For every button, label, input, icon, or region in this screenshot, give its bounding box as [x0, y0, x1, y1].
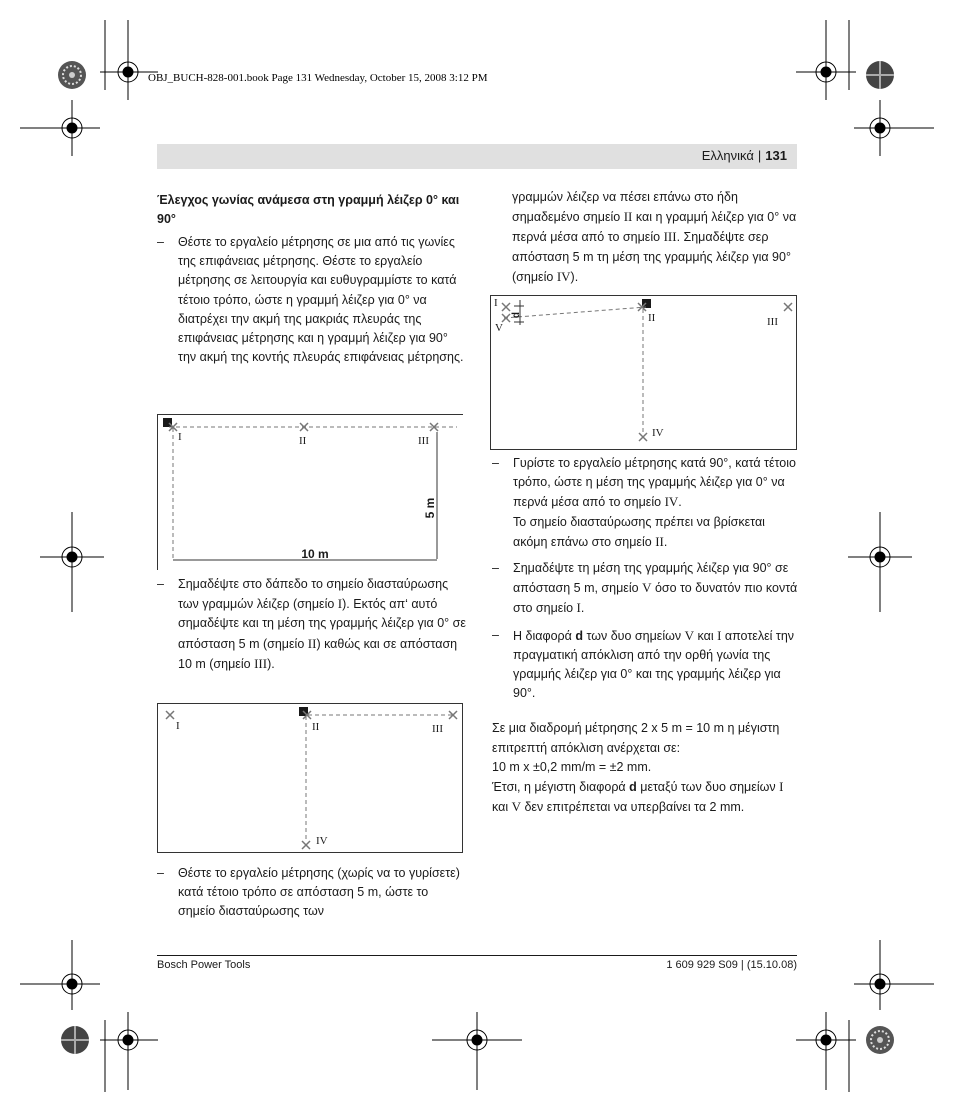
fig1-dim-5m: 5 m [423, 497, 437, 519]
footer-brand: Bosch Power Tools [157, 959, 251, 971]
bullet-6-text-e: αποτελεί την πραγματική απόκλιση από την ορθή γωνία της γραμμής λέιζερ για 0° και της γραμμής λέιζερ για 90°. [513, 628, 795, 701]
fig2-label-i: I [176, 720, 180, 732]
figure-1-diagram [157, 414, 467, 570]
fig2-mark-i [166, 711, 174, 719]
bullet-4-point-ii: II [655, 533, 664, 549]
tolerance-point-v: V [511, 799, 521, 815]
bullet-dash: – [157, 577, 164, 591]
bullet-4 [492, 454, 800, 552]
left-column-top [157, 191, 467, 367]
fig3-label-iii: III [767, 316, 778, 328]
bullet-4-text-a: Γυρίστε το εργαλείο μέτρησης κατά 90°, κατά τέτοιο τρόπο, ώστε η μέση της γραμμής λέιζερ για 0° να περνά μέσα από το σημείο [513, 456, 796, 510]
bullet-6-text-c: και [694, 628, 718, 643]
header-language: Ελληνικά [701, 148, 754, 163]
bullet-2-text-b: ). Εκτός απ‘ αυτό σημαδέψτε και τη μέση της γραμμής λέιζερ για 0° σε απόσταση 5 m (σημείο [178, 597, 466, 651]
bullet-5 [492, 559, 800, 619]
bullet-5-point-v: V [642, 580, 652, 596]
bullet-4-text-d: . [663, 534, 668, 549]
tolerance-symbol-d: d [629, 780, 637, 795]
color-wheel-top-right [866, 61, 894, 89]
fig3-mark-v [502, 314, 510, 322]
bullet-2-text-c: ) καθώς και σε απόσταση 10 m (σημείο [178, 636, 458, 671]
bullet-dash: – [492, 627, 499, 642]
tolerance-text-1: Σε μια διαδρομή μέτρησης 2 x 5 m = 10 m η μέγιστη επιτρεπτή απόκλιση ανέρχεται σε: [492, 721, 780, 755]
cont-text-c: . Σημαδέψτε σερ απόσταση 5 m τη μέση της γραμμής λέιζερ για 90° (σημείο [512, 230, 791, 284]
figure-3 [490, 295, 797, 450]
bullet-4-point-iv: IV [664, 494, 679, 510]
footer-doc-number: 1 609 929 S09 | (15.10.08) [666, 959, 797, 971]
cont-text-d: ). [570, 269, 579, 284]
registration-target-bottom-left [100, 1012, 158, 1090]
registration-target-bottom-right [796, 1012, 856, 1090]
bullet-4-text-c: Το σημείο διασταύρωσης πρέπει να βρίσκεται ακόμη επάνω στο σημείο [513, 514, 765, 549]
tolerance-text-3e: δεν επιτρέπεται να υπερβαίνει τα 2 mm. [520, 800, 745, 815]
bullet-3 [157, 864, 467, 922]
bullet-dash: – [157, 866, 164, 880]
header-separator: | [757, 148, 762, 163]
bullet-6-text-a: Η διαφορά [513, 628, 576, 643]
page-header-bar [157, 144, 797, 169]
cont-text-b: και η γραμμή λέιζερ για 0° να περνά μέσα από το σημείο [512, 210, 797, 245]
bullet-4-text-b: . [678, 495, 682, 510]
bullet-6-symbol-d: d [575, 628, 583, 643]
fig1-label-ii: II [299, 435, 307, 447]
right-column-top [492, 188, 800, 287]
tolerance-text-3c: και [492, 800, 512, 815]
page-header [702, 148, 787, 163]
bullet-5-text-c: . [580, 601, 585, 616]
bullet-5-text-b: όσο το δυνατόν πιο κοντά στο σημείο [513, 581, 798, 616]
tolerance-point-i: I [779, 779, 784, 795]
bullet-dash: – [157, 235, 164, 249]
registration-target-left-lower [20, 940, 100, 1010]
bullet-dash: – [492, 561, 499, 576]
bullet-3-continued [492, 188, 800, 287]
cont-text-a: γραμμών λέιζερ να πέσει επάνω στο ήδη σημαδεμένο σημείο [512, 190, 738, 225]
fig2-label-ii: II [312, 721, 320, 733]
fig1-label-i: I [178, 431, 182, 443]
figure-2-diagram [157, 703, 463, 853]
left-column-bottom [157, 864, 467, 922]
print-info-line: OBJ_BUCH-828-001.book Page 131 Wednesday, October 15, 2008 3:12 PM [148, 72, 488, 84]
registration-target-top-right [796, 20, 856, 100]
tolerance-text-3a: Έτσι, η μέγιστη διαφορά [492, 780, 630, 795]
bullet-1 [157, 233, 467, 367]
registration-target-left-upper [20, 100, 100, 156]
bullet-2-point-ii: II [307, 635, 317, 651]
fig2-label-iii: III [432, 723, 443, 735]
right-column-bottom [492, 454, 800, 817]
cont-point-ii: II [623, 209, 633, 225]
fig2-label-iv: IV [316, 835, 328, 847]
footer-rule [157, 955, 797, 956]
fig3-mark-i [502, 303, 510, 311]
fig2-frame [158, 704, 463, 853]
figure-1 [157, 414, 467, 570]
cont-point-iii: III [663, 229, 677, 245]
fig3-laser-line-0 [504, 307, 646, 318]
fig3-label-ii: II [648, 312, 656, 324]
bullet-2 [157, 575, 467, 674]
bullet-2-point-i: I [337, 596, 343, 612]
section-heading: Έλεγχος γωνίας ανάμεσα στη γραμμή λέιζερ 0° και 90° [157, 193, 460, 226]
fig3-label-d: d [511, 311, 522, 319]
tolerance-text-2: 10 m x ±0,2 mm/m = ±2 mm. [492, 759, 652, 774]
fig3-label-iv: IV [652, 427, 664, 439]
tolerance-paragraph [492, 719, 800, 817]
registration-target-left-middle [40, 512, 104, 612]
bullet-dash: – [492, 456, 499, 470]
registration-target-right-lower [854, 940, 934, 1010]
fig3-label-v: V [495, 322, 503, 334]
color-wheel-bottom-left [61, 1026, 89, 1054]
registration-target-bottom-center [432, 1012, 522, 1090]
bullet-3-text: Θέστε το εργαλείο μέτρησης (χωρίς να το γυρίσετε) κατά τέτοιο τρόπο σε απόσταση 5 m, ώστε το σημείο διασταύρωσης των [178, 866, 460, 919]
bullet-5-point-i: I [576, 600, 581, 616]
color-wheel-top-left [58, 61, 86, 89]
bullet-1-text: Θέστε το εργαλείο μέτρησης σε μια από τις γωνίες της επιφάνειας μέτρησης. Θέστε το εργαλείο μέτρησης σε λειτουργία και ευθυγραμμίστε το κατά τέτοιο τρόπο, ώστε η γραμμή λέιζερ για 0° να διατρέχει την ακμή της μακριάς πλευράς της επιφάνειας μέτρησης και η γραμμή λέιζερ για 90° την ακμή της κοντής πλευράς επιφάνειας μέτρησης. [178, 235, 464, 365]
bullet-6-point-v: V [684, 627, 695, 643]
registration-target-right-middle [848, 512, 912, 612]
bullet-5-text-a: Σημαδέψτε τη μέση της γραμμής λέιζερ για 90° σε απόσταση 5 m, σημείο [513, 561, 789, 596]
fig1-label-iii: III [418, 435, 429, 447]
fig3-mark-iii [784, 303, 792, 311]
page-number: 131 [765, 148, 787, 163]
figure-3-diagram [490, 295, 797, 450]
fig2-mark-iv [302, 841, 310, 849]
bullet-2-text-a: Σημαδέψτε στο δάπεδο το σημείο διασταύρωσης των γραμμών λέιζερ (σημείο [178, 577, 449, 612]
bullet-6-text-b: των δυο σημείων [582, 628, 685, 643]
registration-target-right-upper [854, 100, 934, 156]
bullet-2-text-d: ). [267, 656, 275, 671]
registration-target-top-left [100, 20, 158, 100]
figure-2 [157, 703, 463, 853]
color-wheel-bottom-right [866, 1026, 894, 1054]
bullet-6-point-i: I [717, 627, 722, 643]
fig1-dim-10m: 10 m [301, 547, 329, 561]
fig1-mark-ii [300, 423, 308, 431]
bullet-6 [492, 626, 800, 704]
left-column-middle [157, 575, 467, 674]
tolerance-text-3b: μεταξύ των δυο σημείων [636, 780, 780, 795]
fig3-mark-iv [639, 433, 647, 441]
bullet-2-point-iii: III [254, 655, 268, 671]
cont-point-iv: IV [556, 268, 571, 284]
fig3-label-i: I [494, 297, 498, 309]
